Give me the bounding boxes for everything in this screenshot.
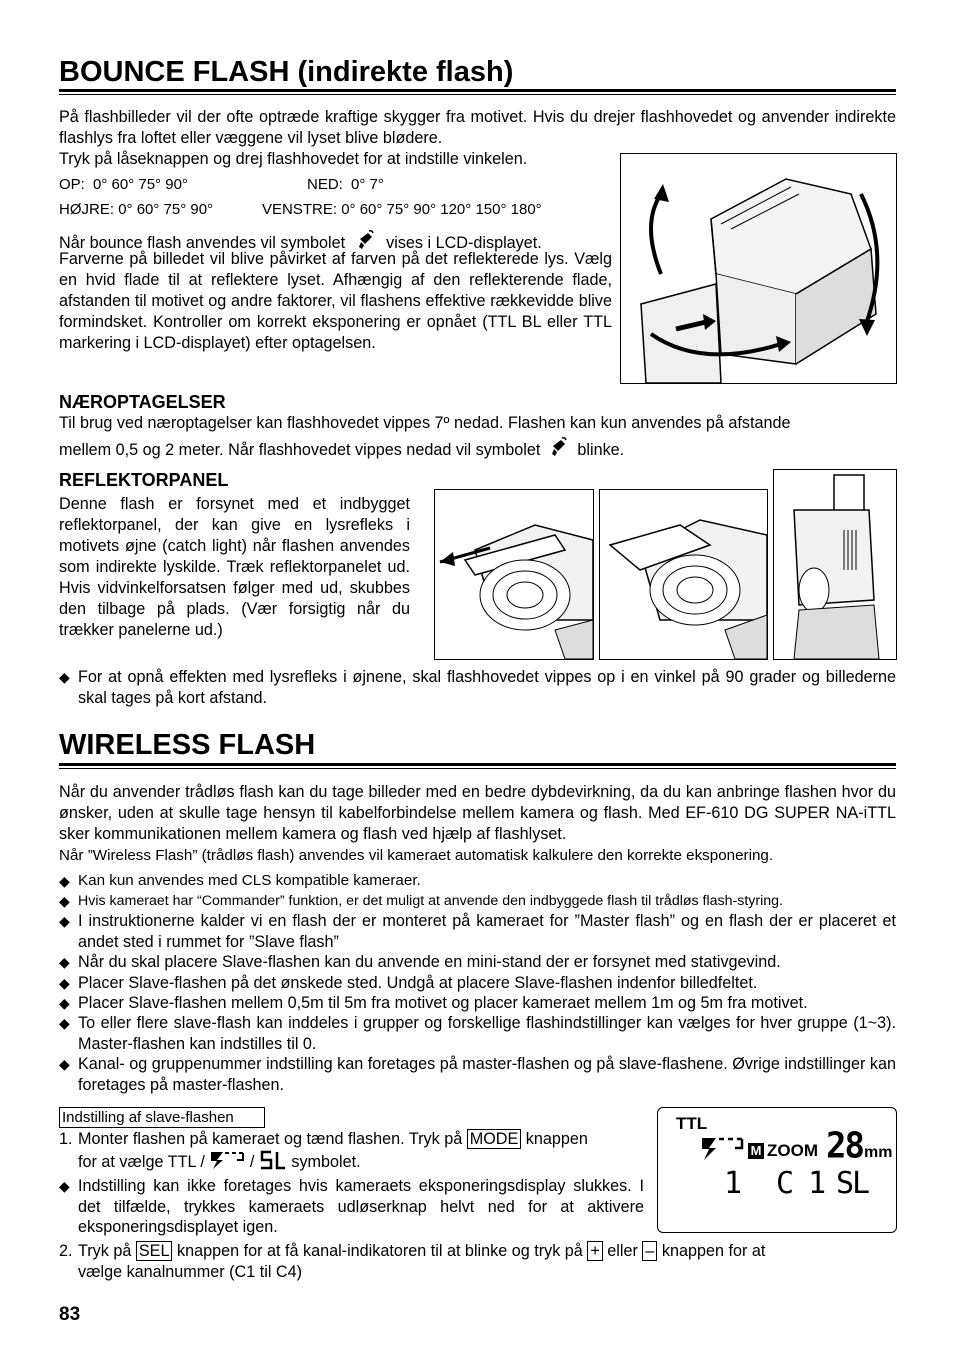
wireless-bullet-7 <box>59 1013 896 1054</box>
title-rule <box>59 89 896 95</box>
angles-right-label: HØJRE: <box>59 201 115 218</box>
wireless-bullet-4-text: Når du skal placere Slave-flashen kan du anvende en mini-stand der er forsynet med stativgevind. <box>78 953 781 971</box>
step-1-text-c: for at vælge TTL / <box>78 1153 205 1171</box>
sel-button-label: SEL <box>136 1241 173 1261</box>
wireless-bullet-1-text: Kan kun anvendes med CLS kompatible kameraer. <box>78 872 421 889</box>
wireless-bullet-3 <box>59 911 896 952</box>
flash-head-illustration <box>621 154 896 383</box>
step-1-text-b: knappen <box>525 1130 588 1148</box>
lcd-mode: SL <box>836 1166 869 1201</box>
symbol-line-start: Når bounce flash anvendes vil symbolet <box>59 234 346 252</box>
bounce-body: Farverne på billedet vil blive påvirket af farven på det reflekterede lys. Vælg en hvid flade til at reflektere lyset. Afhængig af den reflekterende flade, afstanden til motivet og andre faktorer, vil flashens effektive rækkevidde blive formindsket. Kontroller om korrekt eksponering er opnået (TTL BL eller TTL markering i LCD-displayet) efter optagelsen. <box>59 250 612 352</box>
lcd-manual-badge: M <box>748 1143 764 1159</box>
step-1-number: 1. <box>59 1130 73 1148</box>
lcd-zoom-label: ZOOM <box>767 1141 818 1160</box>
angles-right <box>59 201 213 218</box>
lcd-group-number: 1 <box>724 1166 743 1201</box>
step-2 <box>59 1241 896 1283</box>
wireless-bullet-6 <box>59 993 896 1014</box>
angles-up-values: 0° 60° 75° 90° <box>93 176 188 193</box>
bounce-instruction: Tryk på låseknappen og drej flashhovedet for at indstille vinkelen. <box>59 150 528 168</box>
step-1-bullet-text: Indstilling kan ikke foretages hvis kameraets eksponeringsdisplay slukkes. I det tilfælde, trykkes kameraets udløserknap helvt ned for at aktivere eksponeringsdisplayet igen. <box>78 1177 644 1236</box>
step-2-text-e: vælge kanalnummer (C1 til C4) <box>78 1263 303 1281</box>
step-1-text-d: / <box>249 1153 255 1171</box>
reflector-illustration-2 <box>600 490 767 659</box>
reflector-title: REFLEKTORPANEL <box>59 470 229 490</box>
wireless-bullet-1 <box>59 871 896 892</box>
reflector-illustration-1 <box>435 490 593 659</box>
diamond-bullet-icon: ◆ <box>59 893 70 909</box>
setup-label: Indstilling af slave-flashen <box>59 1107 265 1128</box>
closeup-line2-end: blinke. <box>577 441 625 459</box>
angles-down-values: 0° 7° <box>351 176 384 193</box>
step-2-text-a: Tryk på <box>78 1242 132 1260</box>
angles-right-values: 0° 60° 75° 90° <box>118 201 214 218</box>
wireless-bullet-2 <box>59 891 896 912</box>
diamond-bullet-icon: ◆ <box>59 873 70 889</box>
wireless-bullet-6-text: Placer Slave-flashen mellem 0,5m til 5m fra motivet og placer kameraet mellem 1m og 5m fra motivet. <box>78 994 808 1012</box>
diamond-bullet-icon: ◆ <box>59 1056 70 1072</box>
wireless-bullet-4 <box>59 952 896 973</box>
wireless-bullet-5 <box>59 973 896 994</box>
bounce-intro: På flashbilleder vil der ofte optræde kraftige skygger fra motivet. Hvis du drejer flashhovedet og anvender indirekte flashlys fra loftet eller væggene vil lyset blive blødere. <box>59 108 896 147</box>
symbol-line-end: vises i LCD-displayet. <box>386 234 542 252</box>
angles-up-label: OP: <box>59 176 85 193</box>
step-2-text-d: knappen for at <box>661 1242 766 1260</box>
wireless-intro: Når du anvender trådløs flash kan du tage billeder med en bedre dybdevirkning, da du kan anbringe flashen hvor du ønsker, uden at skulle tage hensyn til kabelforbindelse mellem kamera og flash. Med EF-610 DG SUPER NA-iTTL sker kommunikationen mellem kamera og flash ved hjælp af flashlyset. <box>59 783 896 843</box>
diamond-bullet-icon: ◆ <box>59 1015 70 1031</box>
wireless-intro-last: Når ”Wireless Flash” (trådløs flash) anvendes vil kameraet automatisk kalkulere den korrekte eksponering. <box>59 847 774 864</box>
diamond-bullet-icon: ◆ <box>59 954 70 970</box>
angles-up <box>59 176 188 193</box>
lcd-mm-unit: mm <box>864 1144 893 1161</box>
diamond-bullet-icon: ◆ <box>59 669 70 685</box>
closeup-line2-start: mellem 0,5 og 2 meter. Når flashhovedet vippes nedad vil symbolet <box>59 441 541 459</box>
step-2-text-c: eller <box>607 1242 638 1260</box>
angles-left-label: VENSTRE: <box>262 201 338 218</box>
step-1 <box>59 1129 644 1173</box>
closeup-title: NÆROPTAGELSER <box>59 392 226 412</box>
plus-button-label: + <box>587 1241 602 1261</box>
reflector-figure-3 <box>773 469 897 660</box>
diamond-bullet-icon: ◆ <box>59 1178 70 1194</box>
minus-button-label: – <box>642 1241 657 1261</box>
diamond-bullet-icon: ◆ <box>59 913 70 929</box>
wireless-bullet-7-text: To eller flere slave-flash kan inddeles i grupper og forskellige flashindstillinger kan vælges for hver gruppe (1~3). Master-flashen kan indstilles til 0. <box>78 1014 896 1053</box>
diamond-bullet-icon: ◆ <box>59 975 70 991</box>
wireless-bullet-5-text: Placer Slave-flashen på det ønskede sted. Undgå at placere Slave-flashen indenfor billedfeltet. <box>78 974 758 992</box>
slave-flash-icon <box>209 1150 245 1170</box>
reflector-figure-2 <box>599 489 768 660</box>
angles-down-label: NED: <box>307 176 343 193</box>
reflector-illustration-3 <box>774 470 896 659</box>
lcd-zoom-value: 28 <box>826 1125 863 1167</box>
mode-button-label: MODE <box>467 1129 522 1149</box>
reflector-bullet <box>59 667 896 708</box>
wireless-bullet-8-text: Kanal- og gruppenummer indstilling kan foretages på master-flashen og på slave-flashene. Øvrige indstillinger kan foretages på master-flashen. <box>78 1055 896 1094</box>
page-number: 83 <box>59 1304 81 1325</box>
reflector-bullet-text: For at opnå effekten med lysrefleks i øjnene, skal flashhovedet vippes op i en vinkel på 90 grader og billederne skal tages på kort afstand. <box>78 668 896 707</box>
step-2-text-b: knappen for at få kanal-indikatoren til at blinke og tryk på <box>176 1242 583 1260</box>
section-title-wireless: WIRELESS FLASH <box>59 729 316 761</box>
wireless-bullet-2-text: Hvis kameraet har “Commander” funktion, er det muligt at anvende den indbyggede flash til trådløs flash-styring. <box>78 893 783 909</box>
section-title-bounce: BOUNCE FLASH (indirekte flash) <box>59 56 514 88</box>
title-rule <box>59 763 896 769</box>
lcd-slave-flash-icon <box>700 1136 746 1162</box>
step-1-text-a: Monter flashen på kameraet og tænd flashen. Tryk på <box>78 1130 463 1148</box>
diamond-bullet-icon: ◆ <box>59 995 70 1011</box>
step-1-text-e: symbolet. <box>291 1153 361 1171</box>
wireless-bullet-8 <box>59 1054 896 1095</box>
lcd-display <box>657 1107 897 1233</box>
lcd-ttl-label: TTL <box>676 1114 708 1133</box>
closeup-line1: Til brug ved næroptagelser kan flashhovedet vippes 7º nedad. Flashen kan kun anvendes på afstande <box>59 414 791 432</box>
sl-symbol-icon <box>259 1150 287 1170</box>
lcd-channel: C 1 <box>776 1166 825 1201</box>
reflector-body: Denne flash er forsynet med et indbygget reflektorpanel, der kan give en lysrefleks i motivets øjne (catch light) når flashen anvendes som indirekte lyskilde. Træk reflektorpanelet ud. Hvis vidvinkelforsatsen følger med ud, skubbes den tilbage på plads. (Vær forsigtig når du trækker panelerne ud.) <box>59 495 410 639</box>
step-2-number: 2. <box>59 1242 73 1260</box>
bounce-flash-figure <box>620 153 897 384</box>
step-1-bullet <box>59 1176 644 1238</box>
angles-down <box>307 176 384 193</box>
angles-left-values: 0° 60° 75° 90° 120° 150° 180° <box>341 201 542 218</box>
bounce-flash-icon <box>549 435 569 461</box>
angles-left <box>262 201 542 218</box>
reflector-figure-1 <box>434 489 594 660</box>
wireless-bullet-3-text: I instruktionerne kalder vi en flash der er monteret på kameraet for ”Master flash” og en flash der er placeret et andet sted i rummet for ”Slave flash” <box>78 912 896 951</box>
closeup-line2 <box>59 435 896 461</box>
